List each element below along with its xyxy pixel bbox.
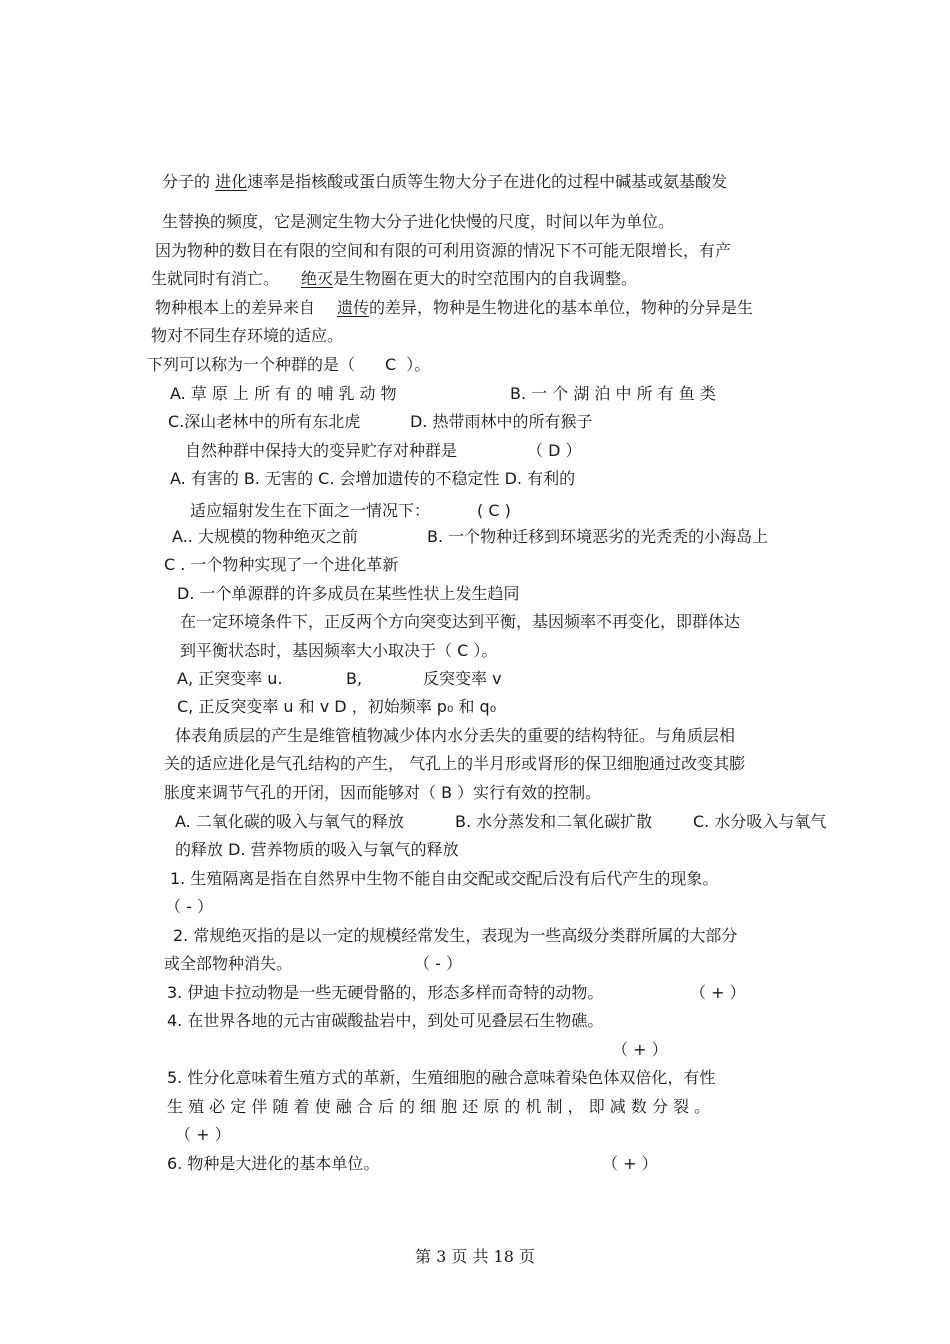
question-5-line-3: 胀度来调节气孔的开闭，因而能够对（ B ）实行有效的控制。	[164, 783, 602, 802]
question-2-answer: （ D ）	[527, 441, 582, 460]
tf-1-answer: （ - ）	[165, 897, 213, 916]
tf-2-line-2: 或全部物种消失。	[164, 954, 293, 973]
paragraph-1-line-2: 生替换的频度，它是测定生物大分子进化快慢的尺度，时间以年为单位。	[162, 212, 675, 231]
text: 物种根本上的差异来自	[155, 298, 316, 317]
question-1-option-c: C.深山老林中的所有东北虎	[168, 412, 361, 431]
question-4-line-1: 在一定环境条件下，正反两个方向突变达到平衡，基因频率不再变化，即群体达	[180, 612, 741, 631]
tf-2-answer: （ - ）	[414, 954, 462, 973]
text: ）。	[406, 355, 431, 374]
question-3-option-a: A.. 大规模的物种绝灭之前	[172, 527, 358, 546]
question-5-option-d: 的释放 D. 营养物质的吸入与氧气的释放	[175, 840, 459, 859]
tf-6-answer: （ + ）	[602, 1154, 658, 1173]
question-1-option-a: A. 草 原 上 所 有 的 哺 乳 动 物	[170, 384, 397, 403]
question-3-option-b: B. 一个物种迁移到环境恶劣的光秃秃的小海岛上	[427, 527, 769, 546]
question-3-stem: 适应辐射发生在下面之一情况下：	[190, 501, 431, 520]
tf-5-line-1: 5. 性分化意味着生殖方式的革新，生殖细胞的融合意味着染色体双倍化，有性	[167, 1068, 716, 1087]
question-4-line-2: 到平衡状态时，基因频率大小取决于（ C ）。	[180, 641, 498, 660]
question-5-option-b: B. 水分蒸发和二氧化碳扩散	[455, 812, 653, 831]
paragraph-1-line-1	[162, 171, 727, 193]
text: 下列可以称为一个种群的是（	[147, 355, 356, 374]
paragraph-3-line-1	[155, 297, 753, 319]
tf-2-line-1: 2. 常规绝灭指的是以一定的规模经常发生，表现为一些高级分类群所属的大部分	[173, 926, 738, 945]
question-3-option-c: C . 一个物种实现了一个进化革新	[164, 555, 399, 574]
question-5-line-2: 关的适应进化是气孔结构的产生， 气孔上的半月形或肾形的保卫细胞通过改变其膨	[164, 754, 746, 773]
question-1-option-b: B. 一 个 湖 泊 中 所 有 鱼 类	[510, 384, 716, 403]
tf-5-answer: （ + ）	[175, 1125, 231, 1144]
text: 分子的	[162, 172, 211, 191]
question-5-line-1: 体表角质层的产生是维管植物减少体内水分丢失的重要的结构特征。与角质层相	[175, 726, 736, 745]
underlined-answer: 遗传	[337, 298, 370, 317]
tf-5-line-2: 生 殖 必 定 伴 随 着 使 融 合 后 的 细 胞 还 原 的 机 制 ， 即 减 数 分 裂 。	[167, 1097, 711, 1116]
question-1-stem	[147, 354, 430, 376]
question-5-option-c: C. 水分吸入与氧气	[693, 812, 827, 831]
paragraph-2-line-1: 因为物种的数目在有限的空间和有限的可利用资源的情况下不可能无限增长，有产	[155, 241, 732, 260]
question-2-options: A. 有害的 B. 无害的 C. 会增加遗传的不稳定性 D. 有利的	[170, 469, 576, 488]
page-footer: 第 3 页 共 18 页	[415, 1247, 535, 1266]
question-3-option-d: D. 一个单源群的许多成员在某些性状上发生趋同	[177, 584, 520, 603]
question-5-option-a: A. 二氧化碳的吸入与氧气的释放	[175, 812, 404, 831]
answer: C	[385, 355, 397, 374]
text: 速率是指核酸或蛋白质等生物大分子在进化的过程中碱基或氨基酸发	[247, 172, 728, 191]
text: 生就同时有消亡。	[151, 269, 280, 288]
tf-6: 6. 物种是大进化的基本单位。	[167, 1154, 380, 1173]
underlined-answer: 绝灭	[301, 269, 334, 288]
question-4-option-a: A, 正突变率 u.	[177, 669, 283, 688]
question-4-option-c-d: C, 正反突变率 u 和 v D ，初始频率 p₀ 和 q₀	[177, 697, 497, 716]
question-3-answer: ( C )	[477, 501, 511, 520]
text: 是生物圈在更大的时空范围内的自我调整。	[333, 269, 638, 288]
text: 的差异，物种是生物进化的基本单位，物种的分异是生	[369, 298, 754, 317]
paragraph-3-line-2: 物对不同生存环境的适应。	[151, 326, 344, 345]
tf-4-answer: （ + ）	[612, 1040, 668, 1059]
question-4-option-b: B,	[346, 669, 363, 688]
question-1-option-d: D. 热带雨林中的所有猴子	[410, 412, 593, 431]
tf-4: 4. 在世界各地的元古宙碳酸盐岩中，到处可见叠层石生物礁。	[167, 1011, 604, 1030]
tf-1: 1. 生殖隔离是指在自然界中生物不能自由交配或交配后没有后代产生的现象。	[170, 869, 719, 888]
tf-3-answer: （ + ）	[690, 983, 746, 1002]
paragraph-2-line-2	[151, 268, 637, 290]
underlined-answer: 进化	[215, 172, 248, 191]
question-2-stem: 自然种群中保持大的变异贮存对种群是	[185, 441, 458, 460]
question-4-option-b-text: 反突变率 v	[423, 669, 502, 688]
tf-3: 3. 伊迪卡拉动物是一些无硬骨骼的，形态多样而奇特的动物。	[167, 983, 604, 1002]
